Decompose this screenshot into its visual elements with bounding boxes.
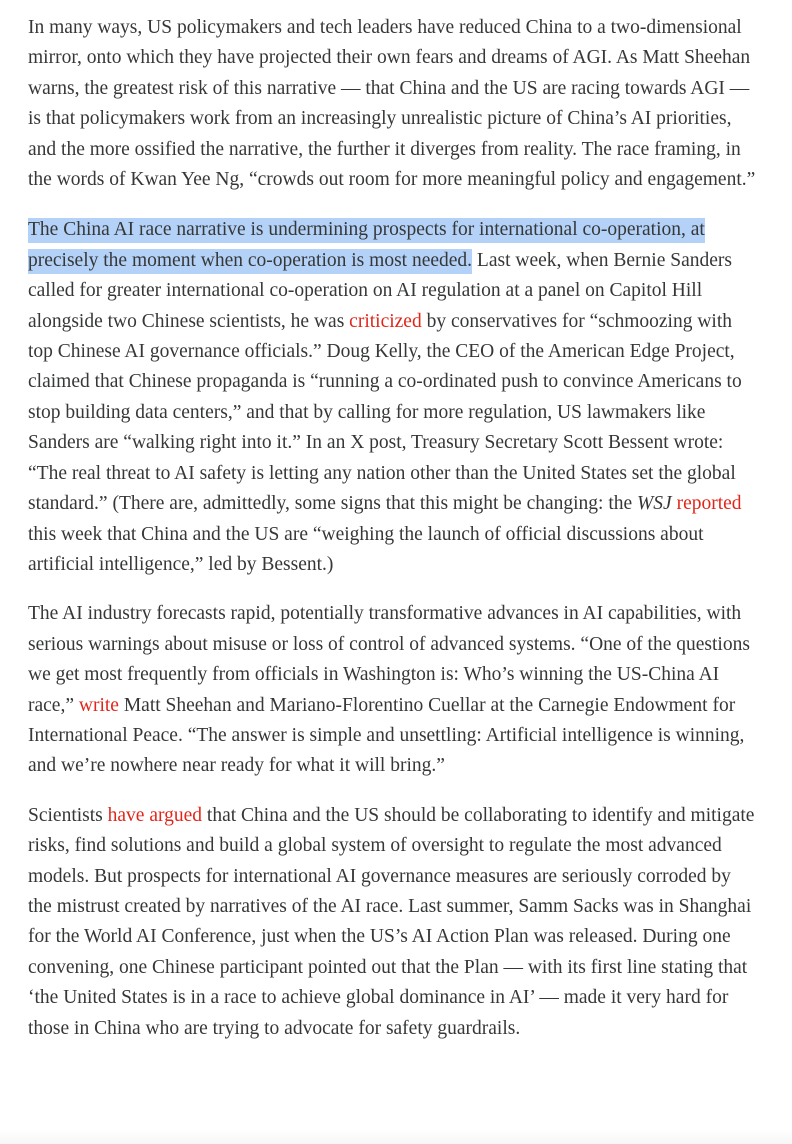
paragraph-1-text: In many ways, US policymakers and tech leaders have reduced China to a two-dimensional mirror, onto which they have projected their own fears and dreams of AGI. As Matt Sheehan warns, the greatest risk of this narrative — that China and the US are racing towards AGI — is that policymakers work from an increasingly unrealistic picture of China’s AI priorities, and the more ossified the narrative, the further it diverges from reality. The race framing, in the words of Kwan Yee Ng, “crowds out room for more meaningful policy and engagement.” [28,17,756,191]
write-link[interactable]: write [78,694,119,716]
paragraph-3 [28,599,758,781]
paragraph-4-text-b: that China and the US should be collaborating to identify and mitigate risks, find solutions and build a global system of oversight to regulate the most advanced models. But prospects for international AI governance measures are seriously corroded by the mistrust created by narratives of the AI race. Last summer, Samm Sacks was in Shanghai for the World AI Conference, just when the US’s AI Action Plan was released. During one convening, one Chinese participant pointed out that the Plan — with its first line stating that ‘the United States is in a race to achieve global dominance in AI’ — made it very hard for those in China who are trying to advocate for safety guardrails. [28,804,755,1039]
criticized-link[interactable]: criticized [349,310,422,332]
paragraph-4 [28,801,758,1044]
paragraph-3-text-a: The AI industry forecasts rapid, potentially transformative advances in AI capabilities, with serious warnings about misuse or loss of control of advanced systems. “One of the questions we get most frequently from officials in Washington is: Who’s winning the US-China AI race,” [28,603,750,716]
article-body [28,13,758,1063]
paragraph-4-text-a: Scientists [28,804,108,826]
reported-link[interactable]: reported [676,493,742,515]
paragraph-2-text-c: this week that China and the US are “weighing the launch of official discussions about artificial intelligence,” led by Bessent.) [28,523,704,575]
wsj-italic: WSJ [637,493,672,515]
paragraph-2-text-a: Last week, when Bernie Sanders called for greater international co-operation on AI regulation at a panel on Capitol Hill alongside two Chinese scientists, he was [28,249,732,332]
paragraph-3-text-b: Matt Sheehan and Mariano-Florentino Cuellar at the Carnegie Endowment for International Peace. “The answer is simple and unsettling: Artificial intelligence is winning, and we’re nowhere near ready for what it will bring.” [28,694,745,777]
paragraph-1 [28,13,758,195]
paragraph-2-text-b: by conservatives for “schmoozing with top Chinese AI governance officials.” Doug Kelly, the CEO of the American Edge Project, claimed that Chinese propaganda is “running a co-ordinated push to convince Americans to stop building data centers,” and that by calling for more regulation, US lawmakers like Sanders are “walking right into it.” In an X post, Treasury Secretary Scott Bessent wrote: “The real threat to AI safety is letting any nation other than the United States set the global standard.” (There are, admittedly, some signs that this might be changing: the [28,310,742,515]
have-argued-link[interactable]: have argued [107,804,203,826]
bottom-fade [0,1130,792,1144]
paragraph-2 [28,215,758,580]
selected-text-highlight[interactable]: The China AI race narrative is undermining prospects for international co-operation, at precisely the moment when co-operation is most needed. [28,218,705,273]
